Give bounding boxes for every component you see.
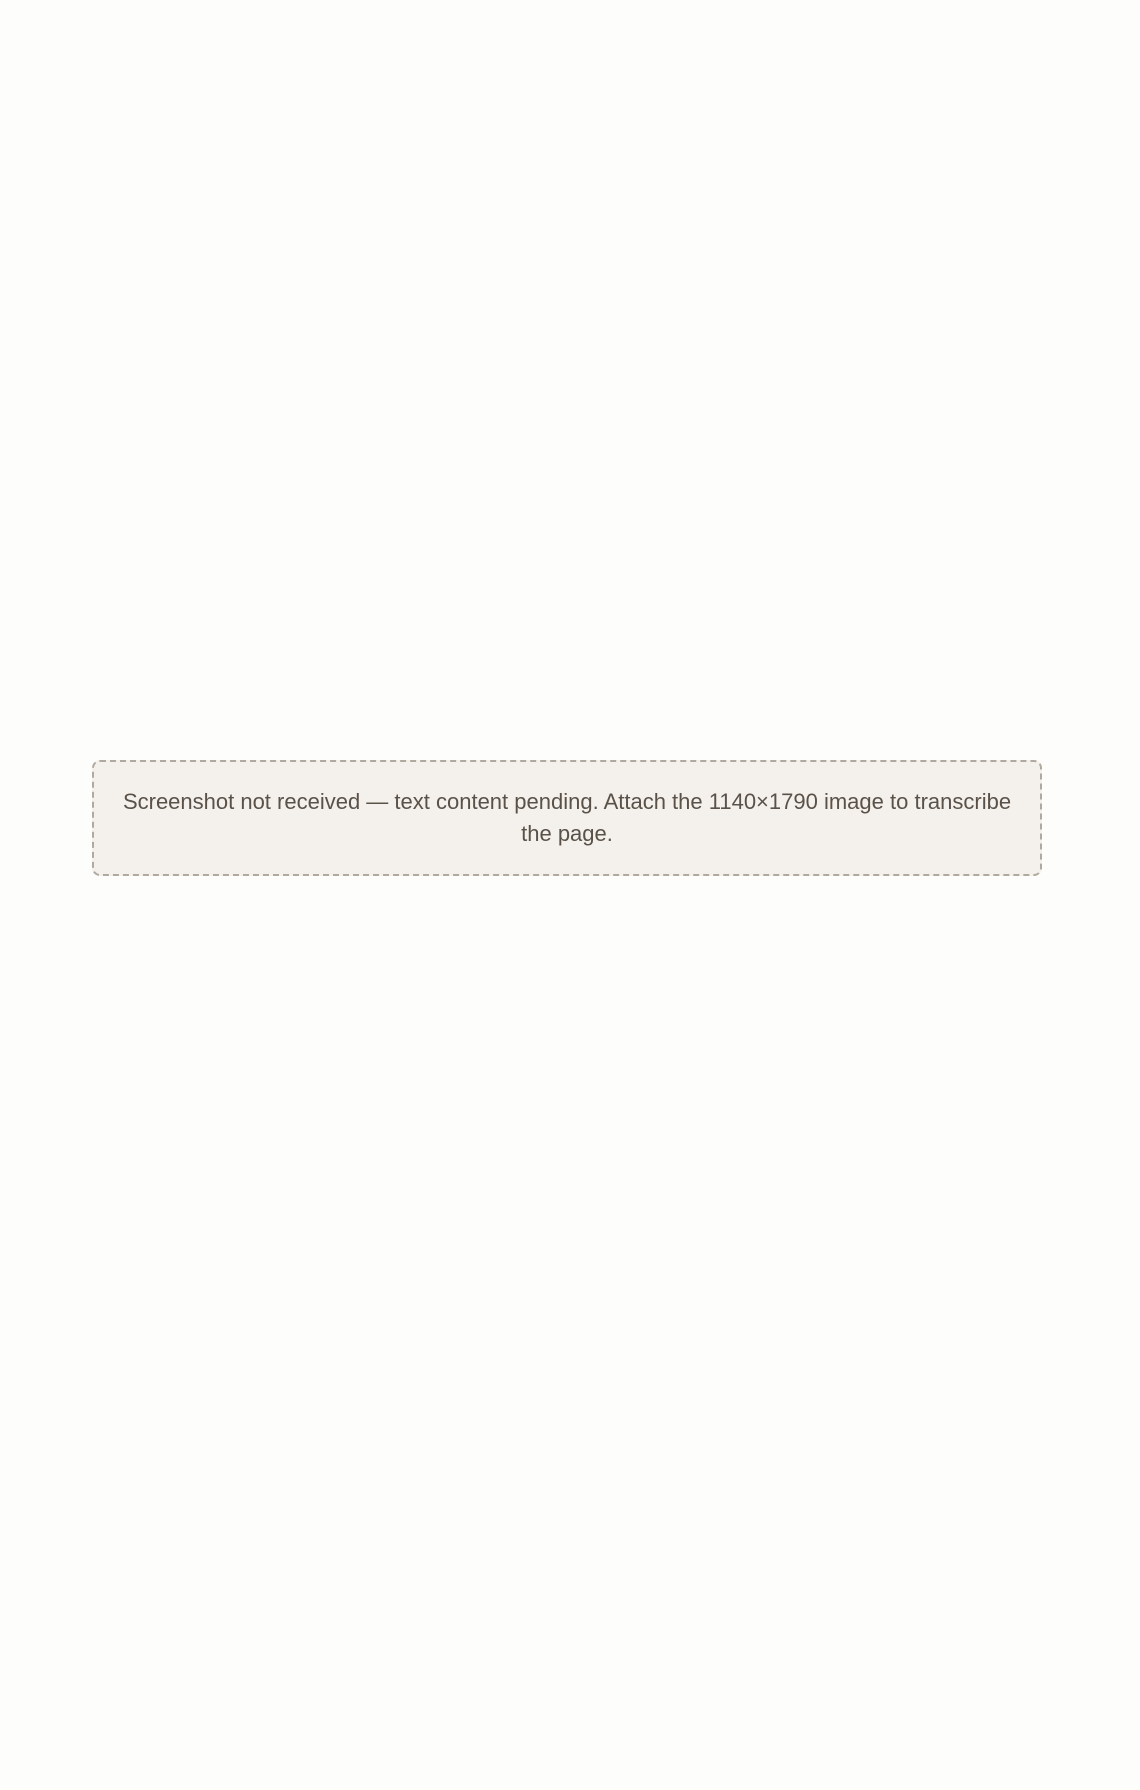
missing-image-notice: Screenshot not received — text content pending. Attach the 1140×1790 image to transcribe the page. <box>92 760 1042 876</box>
